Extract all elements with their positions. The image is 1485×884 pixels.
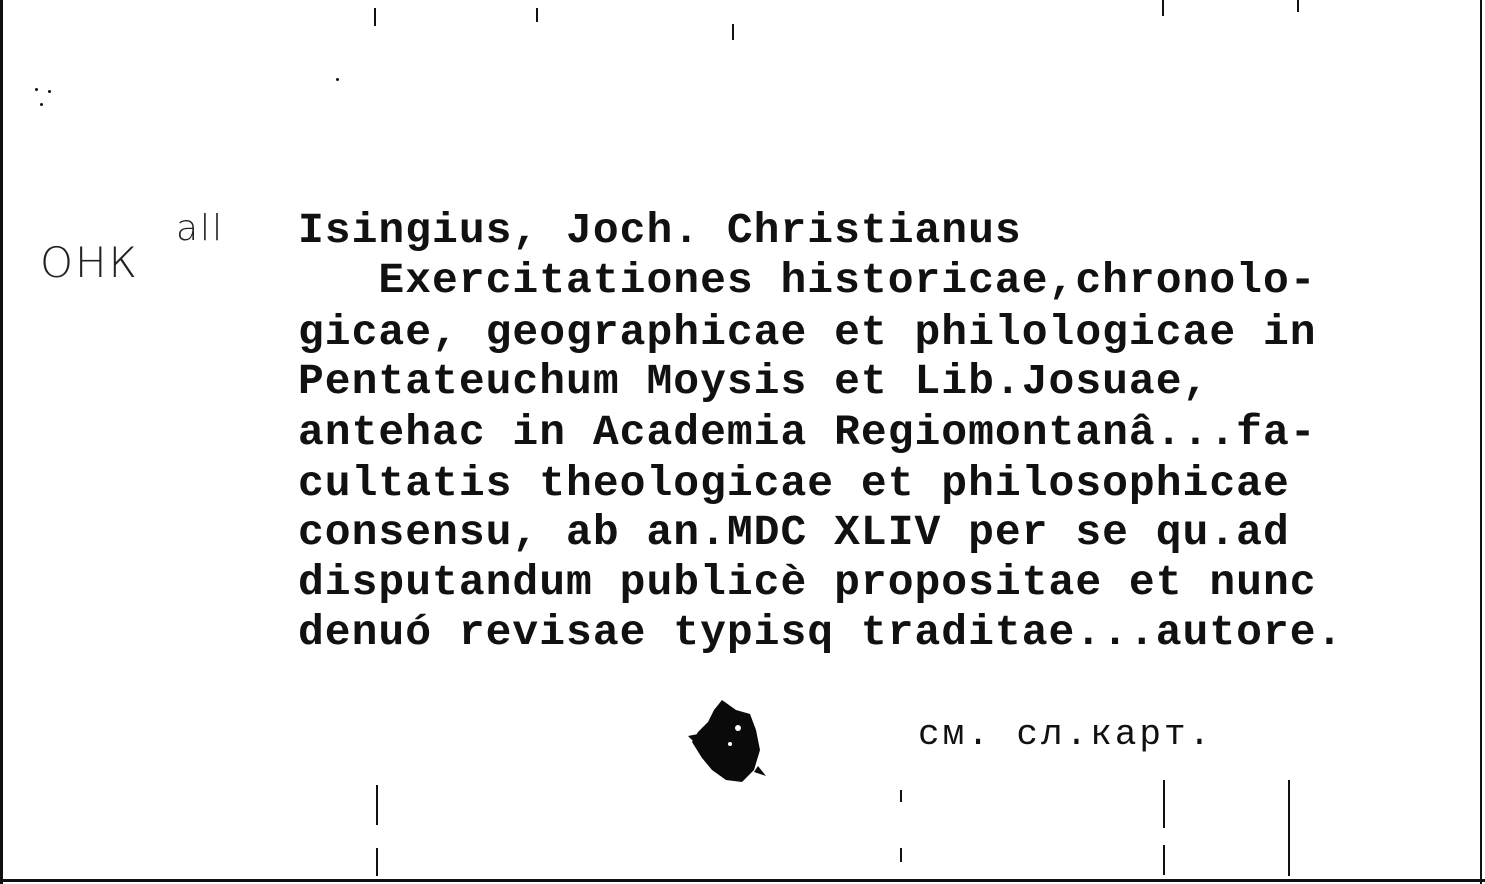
title-line: disputandum publicè propositae et nunc	[298, 558, 1317, 607]
ink-speck	[40, 103, 43, 106]
bottom-border-line	[0, 879, 1485, 882]
ink-blot	[684, 692, 784, 792]
shelfmark-handwritten: ОНК	[40, 238, 139, 287]
title-line: antehac in Academia Regiomontanâ...fa-	[298, 408, 1317, 457]
tick-mark	[900, 848, 902, 862]
tick-mark	[1162, 0, 1164, 16]
tick-mark	[1163, 845, 1165, 875]
tick-mark	[1163, 780, 1165, 828]
right-border-line	[1480, 0, 1482, 884]
tick-mark	[900, 790, 902, 802]
title-line: consensu, ab an.MDC XLIV per se qu.ad	[298, 508, 1290, 557]
ink-speck	[336, 78, 339, 81]
title-line: denuó revisae typisq traditae...autore.	[298, 608, 1344, 657]
tick-mark	[376, 848, 378, 876]
tick-mark	[536, 8, 538, 22]
title-line: Exercitationes historicae,chronolo-	[298, 256, 1317, 305]
author-heading: Isingius, Joch. Christianus	[298, 206, 1022, 255]
title-line: cultatis theologicae et philosophicae	[298, 459, 1290, 508]
see-next-card-note: см. сл.карт.	[918, 714, 1214, 755]
ink-speck	[35, 88, 38, 91]
tick-mark	[1297, 0, 1299, 12]
tick-mark	[376, 785, 378, 825]
ink-speck	[48, 90, 51, 93]
tick-mark	[732, 24, 734, 40]
shelfmark-superscript: all	[176, 208, 225, 249]
tick-mark	[1288, 780, 1290, 876]
left-border-line	[0, 0, 3, 884]
tick-mark	[374, 8, 376, 26]
title-line: Pentateuchum Moysis et Lib.Josuae,	[298, 357, 1210, 406]
title-line: gicae, geographicae et philologicae in	[298, 308, 1317, 357]
